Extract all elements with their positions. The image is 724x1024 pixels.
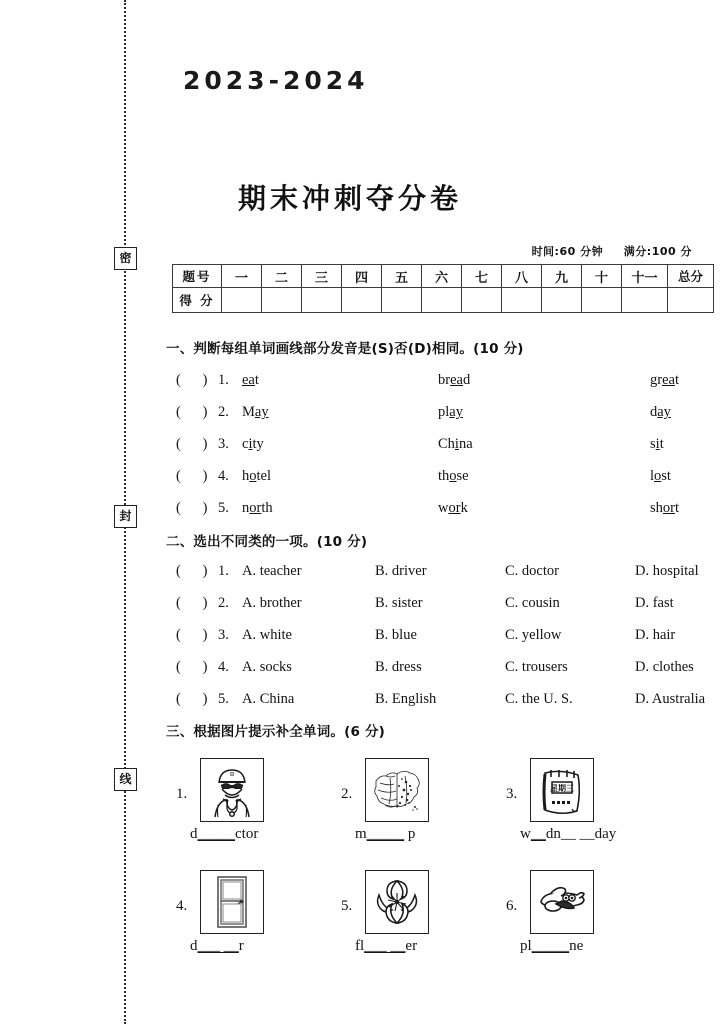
picture-item-index: 2. [341,786,353,802]
score-cell-2[interactable] [262,288,302,313]
score-table-col-9: 九 [542,265,582,288]
word-3-post: t [674,372,679,388]
section-2-row-1 [176,563,716,585]
score-table-col-8: 八 [502,265,542,288]
word-3-underlined: i [655,436,660,452]
word-2-underlined: ay [449,404,463,420]
option-a[interactable]: A. white [242,627,292,643]
score-table-header-row [173,265,714,288]
word-1 [242,372,259,389]
option-d[interactable]: D. hospital [635,563,699,579]
option-a[interactable]: A. teacher [242,563,302,579]
word-1-post: tel [256,468,271,484]
calendar-day-text: 星期三 [550,784,574,793]
caption-suffix: p [404,826,416,842]
score-table-col-6: 六 [422,265,462,288]
score-cell-5[interactable] [382,288,422,313]
word-1 [242,436,264,453]
score-table-col-7: 七 [462,265,502,288]
word-2-underlined: ea [450,372,463,388]
picture-item-index: 5. [341,898,353,914]
word-1 [242,468,271,485]
answer-blank-paren[interactable]: ( ) [176,691,208,707]
score-table-rowlabel-score: 得 分 [173,288,222,313]
picture-item-caption [520,938,660,955]
word-2 [438,372,470,389]
caption-blank[interactable]: _____ [197,826,235,842]
door-icon [200,870,264,934]
caption-suffix: ne [569,938,584,954]
caption-blank[interactable]: __ [530,826,546,842]
score-cell-7[interactable] [462,288,502,313]
word-3 [650,436,664,453]
picture-item-caption [355,826,495,843]
caption-suffix: dn__ __day [545,826,617,842]
answer-blank-paren[interactable]: ( ) [176,468,208,484]
word-1-post: ty [252,436,264,452]
answer-blank-paren[interactable]: ( ) [176,404,208,420]
score-cell-10[interactable] [582,288,622,313]
caption-blank[interactable]: ___ __ [197,938,239,954]
seal-char-feng: 封 [114,505,137,528]
section-1-row-4 [176,468,716,490]
caption-suffix: r [238,938,244,954]
option-b[interactable]: B. English [375,691,437,707]
word-3-post: t [675,500,680,516]
picture-item-index: 3. [506,786,518,802]
score-cell-4[interactable] [342,288,382,313]
word-2-post: k [460,500,468,516]
picture-item-caption [190,938,330,955]
option-b[interactable]: B. blue [375,627,417,643]
answer-blank-paren[interactable]: ( ) [176,595,208,611]
flower-icon [365,870,429,934]
word-2-underlined: i [454,436,459,452]
question-number: 5. [218,500,229,516]
word-1-underlined: ay [254,404,269,420]
question-number: 1. [218,563,229,579]
section-3-heading: 三、根据图片提示补全单词。(6 分) [166,724,386,740]
word-2-post: na [458,436,473,452]
plane-icon [530,870,594,934]
picture-item-index: 6. [506,898,518,914]
word-2-underlined: o [449,468,457,484]
option-a[interactable]: A. China [242,691,295,707]
word-2-underlined: or [448,500,461,516]
word-2 [438,500,468,517]
section-2-row-2 [176,595,716,617]
option-b[interactable]: B. dress [375,659,422,675]
word-3-underlined: or [662,500,675,516]
option-c[interactable]: C. doctor [505,563,559,579]
score-cell-1[interactable] [222,288,262,313]
word-2-post: d [462,372,471,388]
word-1-post: th [261,500,273,516]
answer-blank-paren[interactable]: ( ) [176,500,208,516]
score-table [172,264,714,313]
caption-prefix: pl [520,938,532,954]
option-d[interactable]: D. Australia [635,691,706,707]
word-1-pre: h [242,468,250,484]
score-table-col-1: 一 [222,265,262,288]
word-2 [438,436,473,453]
question-number: 2. [218,404,229,420]
answer-blank-paren[interactable]: ( ) [176,627,208,643]
caption-suffix: er [405,938,418,954]
doctor-icon [200,758,264,822]
word-3-pre: l [650,468,655,484]
word-1-post: t [254,372,259,388]
caption-suffix: ctor [235,826,259,842]
exam-score-label: 满分:100 分 [623,245,692,258]
word-1-pre: c [242,436,249,452]
section-2-row-5 [176,691,716,713]
word-3-pre: gr [650,372,663,388]
word-3 [650,372,679,389]
word-1-pre: M [242,404,255,420]
word-1 [242,500,273,517]
word-1-underlined: ea [242,372,255,388]
map-icon [365,758,429,822]
score-cell-3[interactable] [302,288,342,313]
score-table-col-3: 三 [302,265,342,288]
score-cell-total[interactable] [668,288,714,313]
question-number: 4. [218,659,229,675]
word-3-post: st [661,468,671,484]
option-d[interactable]: D. hair [635,627,676,643]
word-2-post: se [456,468,469,484]
caption-prefix: fl [355,938,365,954]
score-table-score-row [173,288,714,313]
word-2-pre: br [438,372,451,388]
exam-time-label: 时间:60 分钟 [531,245,604,258]
word-3-underlined: ea [662,372,675,388]
word-1-underlined: or [249,500,262,516]
option-d[interactable]: D. fast [635,595,674,611]
option-c[interactable]: C. trousers [505,659,568,675]
score-table-rowlabel-qnum: 题号 [173,265,222,288]
score-cell-11[interactable] [622,288,668,313]
section-2-row-3 [176,627,716,649]
caption-blank[interactable]: ___ __ [364,938,406,954]
score-table-col-total: 总分 [668,265,714,288]
section-1-row-5 [176,500,716,522]
answer-blank-paren[interactable]: ( ) [176,436,208,452]
option-d[interactable]: D. clothes [635,659,694,675]
word-1-pre: n [242,500,250,516]
word-1-underlined: o [249,468,257,484]
question-number: 4. [218,468,229,484]
score-table-col-2: 二 [262,265,302,288]
score-cell-6[interactable] [422,288,462,313]
score-cell-8[interactable] [502,288,542,313]
option-b[interactable]: B. sister [375,595,423,611]
answer-blank-paren[interactable]: ( ) [176,659,208,675]
word-1 [242,404,269,421]
question-number: 3. [218,627,229,643]
word-2 [438,468,469,485]
option-a[interactable]: A. socks [242,659,292,675]
option-a[interactable]: A. brother [242,595,302,611]
score-table-col-4: 四 [342,265,382,288]
option-c[interactable]: C. the U. S. [505,691,573,707]
word-3 [650,500,679,517]
section-1-row-3 [176,436,716,458]
question-number: 5. [218,691,229,707]
answer-blank-paren[interactable]: ( ) [176,563,208,579]
seal-char-xian: 线 [114,768,137,791]
question-number: 1. [218,372,229,388]
section-1-row-2 [176,404,716,426]
seal-char-mi: 密 [114,247,137,270]
word-2-pre: Ch [438,436,455,452]
word-3-underlined: o [654,468,662,484]
page-title: 期末冲刺夺分卷 [237,182,462,215]
caption-prefix: m [355,826,367,842]
answer-blank-paren[interactable]: ( ) [176,372,208,388]
word-3 [650,404,671,421]
word-3-pre: s [650,436,656,452]
word-2-pre: th [438,468,450,484]
section-2-row-4 [176,659,716,681]
caption-blank[interactable]: _____ [366,826,405,842]
score-cell-9[interactable] [542,288,582,313]
caption-blank[interactable]: _____ [531,938,570,954]
caption-prefix: w [520,826,531,842]
caption-prefix: d [190,938,198,954]
section-2-heading: 二、选出不同类的一项。(10 分) [166,534,368,550]
score-table-col-11: 十一 [622,265,668,288]
picture-item-index: 4. [176,898,188,914]
word-2 [438,404,463,421]
question-number: 2. [218,595,229,611]
picture-item-index: 1. [176,786,188,802]
word-2-pre: pl [438,404,450,420]
word-2-pre: w [438,500,449,516]
word-3-pre: sh [650,500,663,516]
caption-prefix: d [190,826,198,842]
option-b[interactable]: B. driver [375,563,427,579]
word-1-underlined: i [248,436,253,452]
option-c[interactable]: C. yellow [505,627,562,643]
picture-item-caption [190,826,330,843]
word-3-underlined: ay [657,404,671,420]
word-3 [650,468,671,485]
exam-meta [532,243,692,259]
word-3-pre: d [650,404,658,420]
score-table-col-10: 十 [582,265,622,288]
word-3-post: t [659,436,664,452]
school-year-label: 2023-2024 [183,66,369,95]
section-1-row-1 [176,372,716,394]
option-c[interactable]: C. cousin [505,595,560,611]
score-table-col-5: 五 [382,265,422,288]
picture-item-caption [355,938,495,955]
calendar-icon [530,758,594,822]
question-number: 3. [218,436,229,452]
section-1-heading: 一、判断每组单词画线部分发音是(S)否(D)相同。(10 分) [166,341,524,357]
picture-item-caption [520,826,660,843]
